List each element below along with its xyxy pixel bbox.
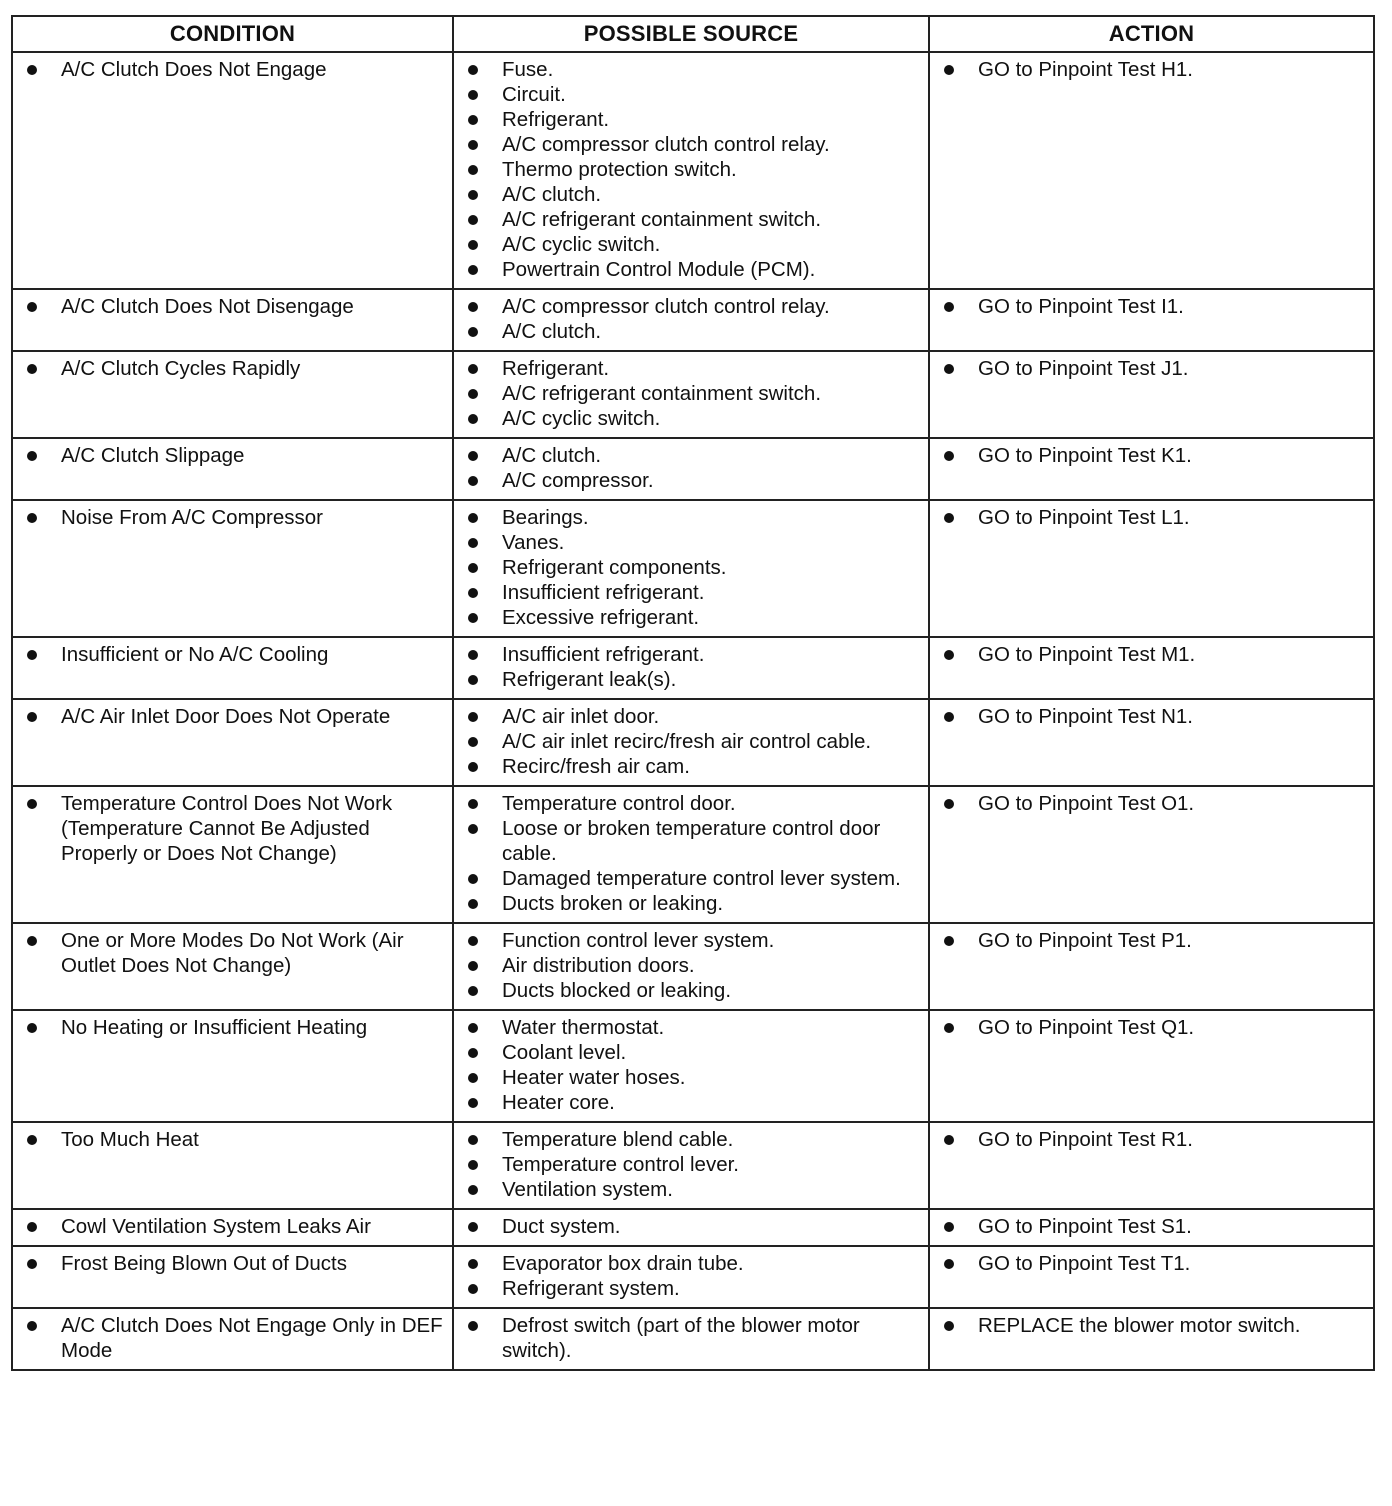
condition-cell xyxy=(12,1308,453,1370)
source-item: Refrigerant components. xyxy=(460,555,922,580)
action-cell xyxy=(929,923,1374,1010)
source-list xyxy=(460,928,922,1003)
condition-cell xyxy=(12,1122,453,1209)
source-item: Bearings. xyxy=(460,505,922,530)
source-list xyxy=(460,791,922,916)
condition-cell xyxy=(12,699,453,786)
condition-list xyxy=(19,791,446,866)
table-row xyxy=(12,1246,1374,1308)
condition-cell xyxy=(12,289,453,351)
source-item: Coolant level. xyxy=(460,1040,922,1065)
source-item: A/C compressor clutch control relay. xyxy=(460,294,922,319)
source-item: A/C compressor clutch control relay. xyxy=(460,132,922,157)
source-item: Fuse. xyxy=(460,57,922,82)
action-list xyxy=(936,443,1367,468)
condition-text: A/C Clutch Does Not Disengage xyxy=(19,294,446,319)
possible-source-cell xyxy=(453,438,929,500)
header-action: ACTION xyxy=(929,16,1374,52)
condition-list xyxy=(19,443,446,468)
condition-list xyxy=(19,1313,446,1363)
action-text: GO to Pinpoint Test P1. xyxy=(936,928,1367,953)
source-item: A/C clutch. xyxy=(460,443,922,468)
source-item: Air distribution doors. xyxy=(460,953,922,978)
source-item: A/C compressor. xyxy=(460,468,922,493)
condition-text: Too Much Heat xyxy=(19,1127,446,1152)
condition-text: No Heating or Insufficient Heating xyxy=(19,1015,446,1040)
condition-cell xyxy=(12,438,453,500)
source-list xyxy=(460,1313,922,1363)
header-condition: CONDITION xyxy=(12,16,453,52)
action-cell xyxy=(929,1308,1374,1370)
action-text: GO to Pinpoint Test H1. xyxy=(936,57,1367,82)
condition-list xyxy=(19,294,446,319)
possible-source-cell xyxy=(453,786,929,923)
condition-cell xyxy=(12,1010,453,1122)
source-list xyxy=(460,1127,922,1202)
action-list xyxy=(936,928,1367,953)
source-item: A/C cyclic switch. xyxy=(460,232,922,257)
condition-list xyxy=(19,57,446,82)
action-text: GO to Pinpoint Test I1. xyxy=(936,294,1367,319)
table-row xyxy=(12,786,1374,923)
condition-text: A/C Clutch Slippage xyxy=(19,443,446,468)
source-item: Insufficient refrigerant. xyxy=(460,642,922,667)
source-item: Thermo protection switch. xyxy=(460,157,922,182)
source-list xyxy=(460,1214,922,1239)
condition-list xyxy=(19,928,446,978)
source-item: Vanes. xyxy=(460,530,922,555)
source-item: Temperature blend cable. xyxy=(460,1127,922,1152)
source-item: Ventilation system. xyxy=(460,1177,922,1202)
condition-text: Frost Being Blown Out of Ducts xyxy=(19,1251,446,1276)
condition-list xyxy=(19,505,446,530)
source-item: A/C clutch. xyxy=(460,319,922,344)
source-item: Circuit. xyxy=(460,82,922,107)
table-row xyxy=(12,1209,1374,1246)
table-row xyxy=(12,637,1374,699)
source-list xyxy=(460,642,922,692)
condition-text: A/C Clutch Does Not Engage xyxy=(19,57,446,82)
source-item: Temperature control lever. xyxy=(460,1152,922,1177)
source-item: A/C air inlet door. xyxy=(460,704,922,729)
source-list xyxy=(460,1015,922,1115)
condition-text: Noise From A/C Compressor xyxy=(19,505,446,530)
source-item: Loose or broken temperature control door cable. xyxy=(460,816,922,866)
condition-cell xyxy=(12,786,453,923)
source-item: Ducts blocked or leaking. xyxy=(460,978,922,1003)
action-cell xyxy=(929,1209,1374,1246)
action-list xyxy=(936,505,1367,530)
source-item: Temperature control door. xyxy=(460,791,922,816)
action-text: GO to Pinpoint Test N1. xyxy=(936,704,1367,729)
source-item: Refrigerant. xyxy=(460,107,922,132)
action-list xyxy=(936,1251,1367,1276)
condition-cell xyxy=(12,1209,453,1246)
action-text: GO to Pinpoint Test M1. xyxy=(936,642,1367,667)
diagnosis-table xyxy=(11,15,1375,1371)
possible-source-cell xyxy=(453,351,929,438)
table-row xyxy=(12,351,1374,438)
possible-source-cell xyxy=(453,1122,929,1209)
condition-list xyxy=(19,1015,446,1040)
condition-list xyxy=(19,1251,446,1276)
action-text: REPLACE the blower motor switch. xyxy=(936,1313,1367,1338)
action-cell xyxy=(929,52,1374,289)
action-text: GO to Pinpoint Test Q1. xyxy=(936,1015,1367,1040)
source-item: Refrigerant leak(s). xyxy=(460,667,922,692)
condition-list xyxy=(19,642,446,667)
action-list xyxy=(936,57,1367,82)
source-list xyxy=(460,704,922,779)
action-text: GO to Pinpoint Test K1. xyxy=(936,443,1367,468)
table-body xyxy=(12,52,1374,1370)
action-list xyxy=(936,1313,1367,1338)
action-cell xyxy=(929,786,1374,923)
possible-source-cell xyxy=(453,1209,929,1246)
source-list xyxy=(460,505,922,630)
possible-source-cell xyxy=(453,699,929,786)
condition-text: Temperature Control Does Not Work (Temperature Cannot Be Adjusted Properly or Does Not Change) xyxy=(19,791,446,866)
table-row xyxy=(12,52,1374,289)
table-row xyxy=(12,699,1374,786)
source-list xyxy=(460,57,922,282)
source-list xyxy=(460,443,922,493)
action-text: GO to Pinpoint Test L1. xyxy=(936,505,1367,530)
condition-cell xyxy=(12,52,453,289)
source-item: A/C cyclic switch. xyxy=(460,406,922,431)
header-row xyxy=(12,16,1374,52)
action-text: GO to Pinpoint Test R1. xyxy=(936,1127,1367,1152)
source-list xyxy=(460,294,922,344)
source-item: Heater water hoses. xyxy=(460,1065,922,1090)
action-cell xyxy=(929,351,1374,438)
action-cell xyxy=(929,699,1374,786)
condition-text: One or More Modes Do Not Work (Air Outlet Does Not Change) xyxy=(19,928,446,978)
condition-list xyxy=(19,704,446,729)
action-list xyxy=(936,356,1367,381)
header-possible-source: POSSIBLE SOURCE xyxy=(453,16,929,52)
condition-cell xyxy=(12,351,453,438)
possible-source-cell xyxy=(453,289,929,351)
source-item: Refrigerant. xyxy=(460,356,922,381)
action-list xyxy=(936,1015,1367,1040)
source-item: A/C refrigerant containment switch. xyxy=(460,207,922,232)
action-text: GO to Pinpoint Test T1. xyxy=(936,1251,1367,1276)
action-cell xyxy=(929,289,1374,351)
possible-source-cell xyxy=(453,923,929,1010)
possible-source-cell xyxy=(453,1246,929,1308)
possible-source-cell xyxy=(453,637,929,699)
possible-source-cell xyxy=(453,52,929,289)
condition-cell xyxy=(12,1246,453,1308)
source-item: Ducts broken or leaking. xyxy=(460,891,922,916)
action-list xyxy=(936,704,1367,729)
action-cell xyxy=(929,1010,1374,1122)
possible-source-cell xyxy=(453,1010,929,1122)
condition-list xyxy=(19,1127,446,1152)
condition-list xyxy=(19,356,446,381)
table-row xyxy=(12,438,1374,500)
source-item: Defrost switch (part of the blower motor switch). xyxy=(460,1313,922,1363)
source-item: Powertrain Control Module (PCM). xyxy=(460,257,922,282)
source-list xyxy=(460,356,922,431)
action-list xyxy=(936,1214,1367,1239)
source-item: Function control lever system. xyxy=(460,928,922,953)
source-item: Evaporator box drain tube. xyxy=(460,1251,922,1276)
action-cell xyxy=(929,1122,1374,1209)
possible-source-cell xyxy=(453,500,929,637)
source-item: Recirc/fresh air cam. xyxy=(460,754,922,779)
action-list xyxy=(936,642,1367,667)
source-item: Duct system. xyxy=(460,1214,922,1239)
source-item: Damaged temperature control lever system. xyxy=(460,866,922,891)
condition-text: A/C Air Inlet Door Does Not Operate xyxy=(19,704,446,729)
action-cell xyxy=(929,1246,1374,1308)
source-item: Heater core. xyxy=(460,1090,922,1115)
action-list xyxy=(936,1127,1367,1152)
condition-text: Insufficient or No A/C Cooling xyxy=(19,642,446,667)
source-item: A/C refrigerant containment switch. xyxy=(460,381,922,406)
source-item: A/C clutch. xyxy=(460,182,922,207)
action-list xyxy=(936,294,1367,319)
source-list xyxy=(460,1251,922,1301)
action-cell xyxy=(929,438,1374,500)
condition-text: Cowl Ventilation System Leaks Air xyxy=(19,1214,446,1239)
action-list xyxy=(936,791,1367,816)
action-cell xyxy=(929,637,1374,699)
source-item: A/C air inlet recirc/fresh air control cable. xyxy=(460,729,922,754)
table-row xyxy=(12,289,1374,351)
source-item: Excessive refrigerant. xyxy=(460,605,922,630)
action-text: GO to Pinpoint Test J1. xyxy=(936,356,1367,381)
condition-cell xyxy=(12,923,453,1010)
source-item: Insufficient refrigerant. xyxy=(460,580,922,605)
condition-cell xyxy=(12,637,453,699)
table-row xyxy=(12,1010,1374,1122)
possible-source-cell xyxy=(453,1308,929,1370)
condition-list xyxy=(19,1214,446,1239)
table-row xyxy=(12,500,1374,637)
action-text: GO to Pinpoint Test S1. xyxy=(936,1214,1367,1239)
table-row xyxy=(12,923,1374,1010)
action-text: GO to Pinpoint Test O1. xyxy=(936,791,1367,816)
condition-text: A/C Clutch Cycles Rapidly xyxy=(19,356,446,381)
table-row xyxy=(12,1122,1374,1209)
condition-text: A/C Clutch Does Not Engage Only in DEF Mode xyxy=(19,1313,446,1363)
action-cell xyxy=(929,500,1374,637)
source-item: Water thermostat. xyxy=(460,1015,922,1040)
source-item: Refrigerant system. xyxy=(460,1276,922,1301)
condition-cell xyxy=(12,500,453,637)
table-row xyxy=(12,1308,1374,1370)
